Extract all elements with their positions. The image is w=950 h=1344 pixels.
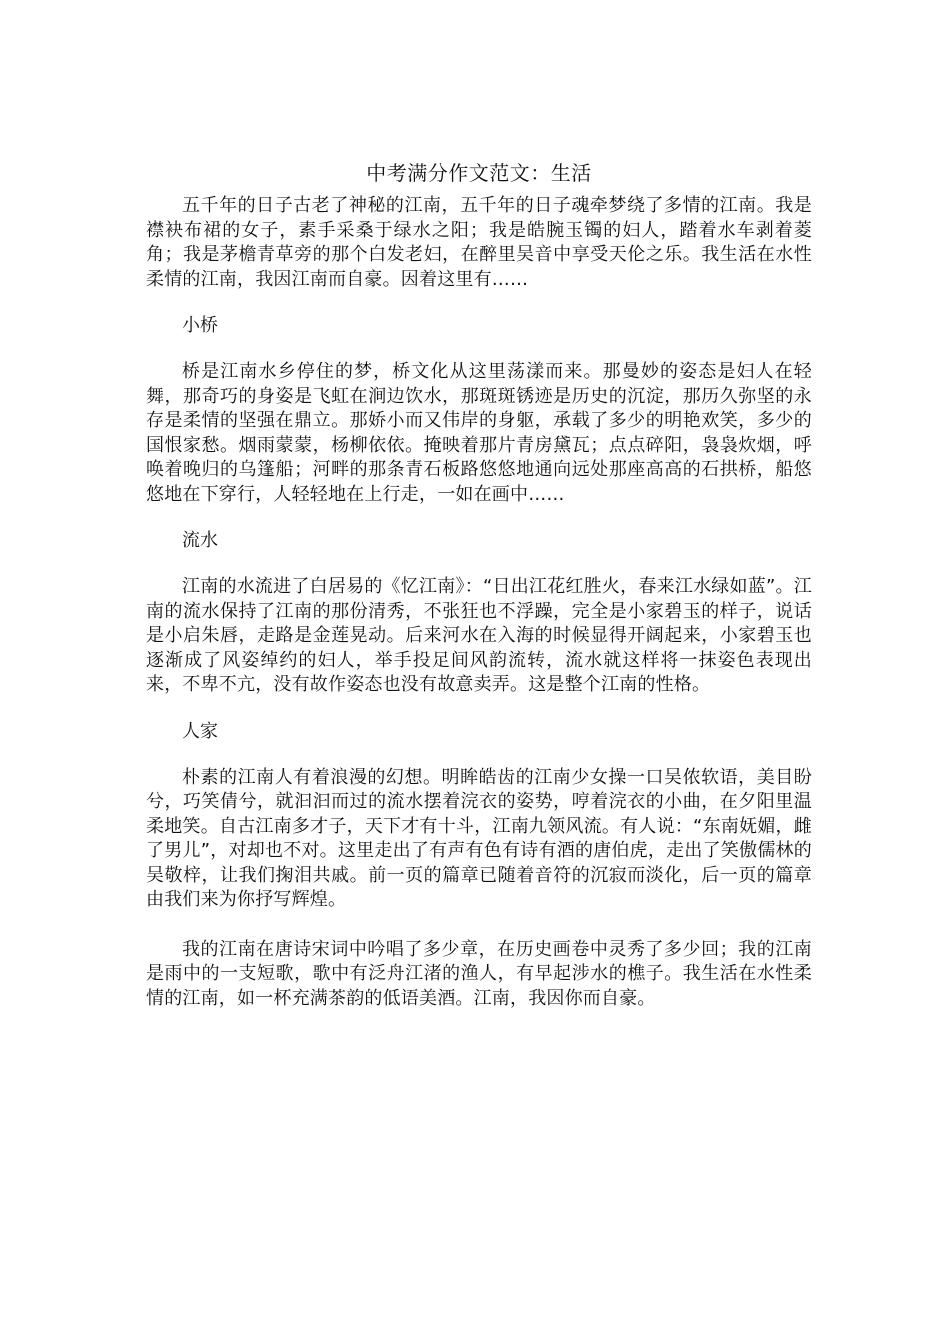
section-body-water: 江南的水流进了白居易的《忆江南》：“日出江花红胜火，春来江水绿如蓝”。江南的流水保持了江南的那份清秀，不张狂也不浮躁，完全是小家碧玉的样子，说话是小启朱唇，走路是金莲晃动。后来河水在入海的时候显得开阔起来，小家碧玉也逐渐成了风姿绰约的妇人，举手投足间风韵流转，流水就这样将一抹姿色表现出来，不卑不亢，没有故作姿态也没有故意卖弄。这是整个江南的性格。	[146, 576, 812, 695]
section-heading-people: 人家	[182, 720, 218, 742]
section-body-people: 朴素的江南人有着浪漫的幻想。明眸皓齿的江南少女操一口吴侬软语，美目盼兮，巧笑倩兮，就汩汩而过的流水摆着浣衣的姿势，哼着浣衣的小曲，在夕阳里温柔地笑。自古江南多才子，天下才有十斗，江南九领风流。有人说：“东南妩媚，雌了男儿”，对却也不对。这里走出了有声有色有诗有酒的唐伯虎，走出了笑傲儒林的吴敬梓，让我们掬泪共戚。前一页的篇章已随着音符的沉寂而淡化，后一页的篇章由我们来为你抒写辉煌。	[146, 766, 812, 910]
intro-paragraph: 五千年的日子古老了神秘的江南，五千年的日子魂牵梦绕了多情的江南。我是襟袂布裙的女子，素手采桑于绿水之阳；我是皓腕玉镯的妇人，踏着水车剥着菱角；我是茅檐青草旁的那个白发老妇，在醉里吴音中享受天伦之乐。我生活在水性柔情的江南，我因江南而自豪。因着这里有……	[146, 195, 812, 290]
section-body-bridge: 桥是江南水乡停住的梦，桥文化从这里荡漾而来。那曼妙的姿态是妇人在轻舞，那奇巧的身姿是飞虹在涧边饮水，那斑斑锈迹是历史的沉淀，那历久弥坚的永存是柔情的坚强在鼎立。那娇小而又伟岸的身躯，承载了多少的明艳欢笑，多少的国恨家愁。烟雨蒙蒙，杨柳依依。掩映着那片青房黛瓦；点点碎阳，袅袅炊烟，呼唤着晚归的乌篷船；河畔的那条青石板路悠悠地通向远处那座高高的石拱桥，船悠悠地在下穿行，人轻轻地在上行走，一如在画中……	[146, 361, 812, 505]
section-heading-bridge: 小桥	[182, 315, 218, 336]
conclusion-paragraph: 我的江南在唐诗宋词中吟唱了多少章，在历史画卷中灵秀了多少回；我的江南是雨中的一支短歌，歌中有泛舟江渚的渔人，有早起涉水的樵子。我生活在水性柔情的江南，如一杯充满茶韵的低语美酒。江南，我因你而自豪。	[146, 938, 812, 1009]
page-title: 中考满分作文范文：生活	[366, 161, 592, 185]
section-heading-water: 流水	[182, 530, 218, 551]
document-body	[146, 158, 812, 1011]
